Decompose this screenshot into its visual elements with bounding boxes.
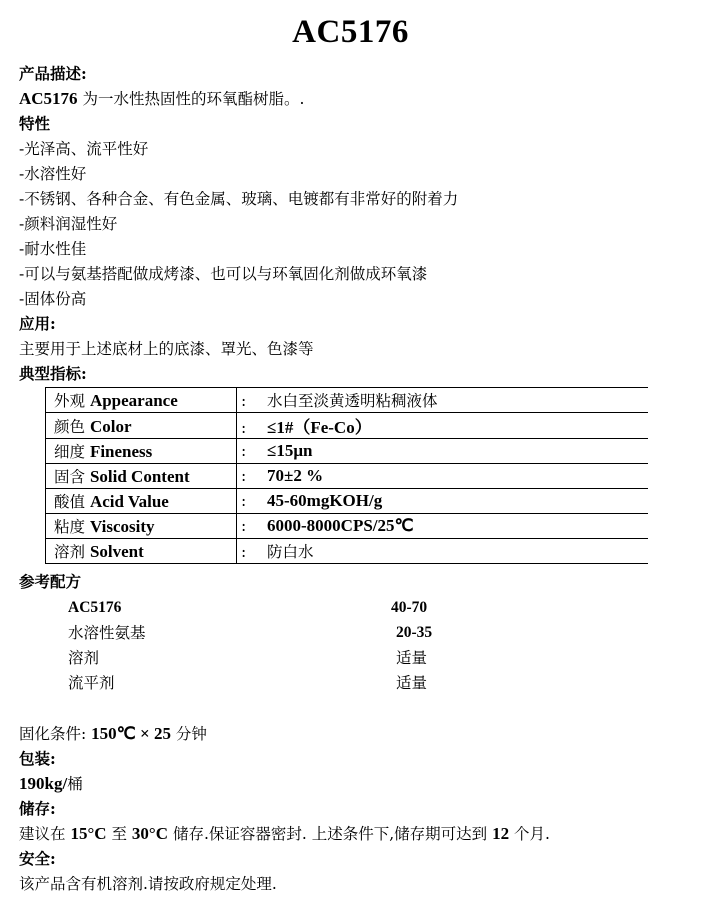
spec-value: 6000-8000CPS/25℃ (267, 516, 414, 535)
spec-value-cell (237, 464, 649, 489)
spec-name-zh: 外观 (54, 392, 86, 410)
spec-name-en: Color (89, 416, 132, 436)
spec-name-en: Acid Value (89, 492, 169, 511)
spec-name-cell (46, 539, 237, 564)
table-row (46, 489, 649, 514)
spec-name-zh: 溶剂 (54, 543, 86, 561)
spec-colon: : (241, 543, 247, 561)
cure-value: 150℃ × 25 (91, 724, 171, 743)
feature-item: -水溶性好 (19, 165, 87, 183)
spec-value: ≤1#（Fe-Co） (267, 418, 372, 437)
spec-name-zh: 固含 (54, 468, 86, 486)
storage-value: 30°C (131, 824, 168, 843)
safety-text: 该产品含有机溶剂.请按政府规定处理. (19, 875, 277, 893)
packaging-amount: 190kg/ (19, 774, 68, 793)
spec-name-en: Viscosity (89, 517, 155, 536)
storage-text: 个月. (514, 825, 550, 843)
packaging-heading: 包装: (19, 749, 56, 768)
feature-item: -可以与氨基搭配做成烤漆、也可以与环氧固化剂做成环氧漆 (19, 265, 428, 283)
formula-amount: 适量 (396, 674, 428, 692)
storage-value: 15°C (70, 824, 107, 843)
spec-value: ≤15μn (267, 441, 313, 460)
table-row (46, 439, 649, 464)
spec-name-en: Solvent (89, 542, 144, 561)
application-heading: 应用: (19, 314, 56, 333)
spec-value-cell (237, 439, 649, 464)
formula-ingredient: 溶剂 (68, 649, 100, 667)
cure-label: 固化条件: (19, 725, 87, 743)
formula-amount: 20-35 (396, 624, 433, 641)
specs-table (45, 387, 648, 564)
description-text: 为一水性热固性的环氧酯树脂。. (82, 90, 305, 108)
safety-heading: 安全: (19, 849, 56, 868)
spec-name-cell (46, 464, 237, 489)
spec-name-zh: 粘度 (54, 518, 86, 536)
spec-value: 45-60mgKOH/g (267, 491, 383, 510)
spec-name-zh: 细度 (54, 443, 86, 461)
spec-value-cell (237, 514, 649, 539)
storage-text: 至 (111, 825, 127, 843)
formula-amount: 适量 (396, 649, 428, 667)
spec-name-zh: 颜色 (54, 417, 86, 436)
table-row (46, 413, 649, 439)
formula-ingredient: 水溶性氨基 (68, 624, 146, 642)
spec-value-cell (237, 539, 649, 564)
table-row (46, 539, 649, 564)
feature-item: -光泽高、流平性好 (19, 140, 149, 158)
cure-line (19, 724, 207, 744)
spec-value: 水白至淡黄透明粘稠液体 (267, 392, 438, 410)
formula-amount: 40-70 (391, 599, 428, 616)
spec-colon: : (241, 517, 247, 535)
spec-value-cell (237, 388, 649, 413)
spec-value-cell (237, 413, 649, 439)
description-heading: 产品描述: (19, 64, 87, 83)
spec-colon: : (241, 419, 247, 437)
spec-name-cell (46, 413, 237, 439)
spec-name-en: Solid Content (89, 467, 190, 486)
spec-value: 70±2 % (267, 466, 324, 485)
spec-name-en: Appearance (89, 391, 178, 410)
storage-text: 建议在 (19, 825, 66, 843)
table-row (46, 464, 649, 489)
features-heading: 特性 (19, 114, 51, 133)
spec-colon: : (241, 492, 247, 510)
cure-unit: 分钟 (175, 725, 207, 743)
formula-ingredient: 流平剂 (68, 674, 115, 692)
description-line (19, 89, 304, 109)
spec-colon: : (241, 392, 247, 410)
spec-colon: : (241, 467, 247, 485)
specs-heading: 典型指标: (19, 364, 87, 383)
spec-name-cell (46, 439, 237, 464)
feature-item: -固体份高 (19, 290, 87, 308)
packaging-unit: 桶 (67, 775, 83, 793)
spec-value-cell (237, 489, 649, 514)
spec-name-cell (46, 388, 237, 413)
spec-value: 防白水 (267, 543, 314, 561)
storage-value: 12 (492, 824, 510, 843)
spec-name-cell (46, 514, 237, 539)
feature-item: -不锈钢、各种合金、有色金属、玻璃、电镀都有非常好的附着力 (19, 190, 459, 208)
spec-name-zh: 酸值 (54, 493, 86, 511)
table-row (46, 388, 649, 413)
packaging-line (19, 774, 83, 794)
description-product: AC5176 (19, 89, 78, 108)
spec-colon: : (241, 442, 247, 460)
spec-name-cell (46, 489, 237, 514)
storage-heading: 储存: (19, 799, 56, 818)
formula-ingredient: AC5176 (68, 599, 122, 616)
spec-name-en: Fineness (89, 442, 153, 461)
storage-line (19, 824, 550, 844)
product-title: AC5176 (292, 14, 409, 50)
feature-item: -耐水性佳 (19, 240, 87, 258)
feature-item: -颜料润湿性好 (19, 215, 118, 233)
application-text: 主要用于上述底材上的底漆、罩光、色漆等 (19, 340, 314, 358)
formula-heading: 参考配方 (19, 572, 82, 591)
table-row (46, 514, 649, 539)
storage-text: 储存.保证容器密封. 上述条件下,储存期可达到 (172, 825, 488, 843)
